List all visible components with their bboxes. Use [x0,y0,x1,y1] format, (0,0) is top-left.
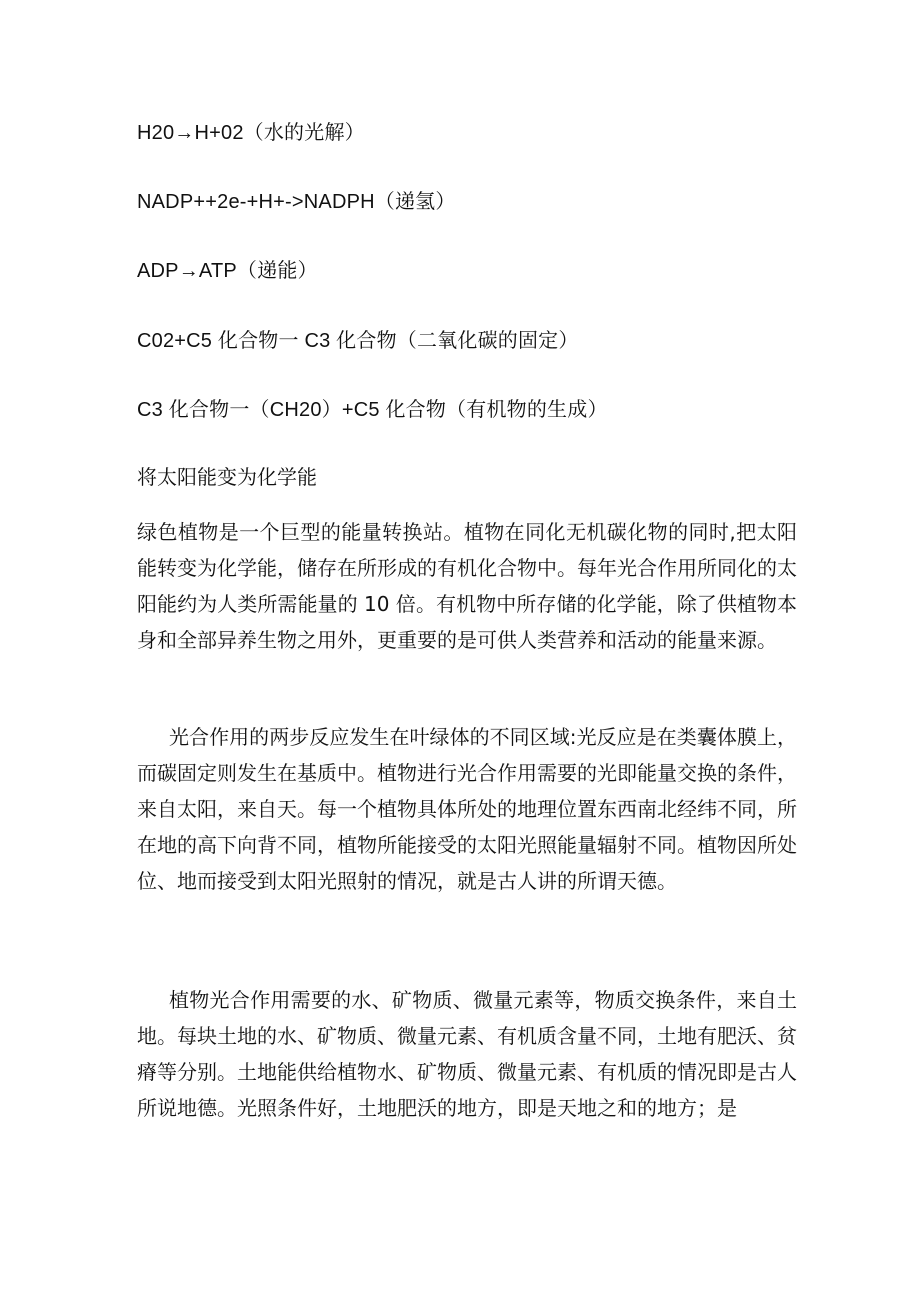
section-heading: 将太阳能变为化学能 [137,465,317,489]
equation-water-photolysis: H20→H+02（水的光解） [137,122,365,144]
paragraph-heaven-virtue: 光合作用的两步反应发生在叶绿体的不同区域:光反应是在类囊体膜上，而碳固定则发生在基质中。植物进行光合作用需要的光即能量交换的条件，来自太阳，来自天。每一个植物具体所处的地理位置东西南北经纬不同，所在地的高下向背不同，植物所能接受的太阳光照能量辐射不同。植物因所处位、地而接受到太阳光照射的情况，就是古人讲的所谓天德。 [137,725,797,893]
equation-hydrogen-transfer: NADP++2e-+H+->NADPH（递氢） [137,191,456,213]
equation-co2-fixation: C02+C5 化合物一 C3 化合物（二氧化碳的固定） [137,330,579,352]
paragraph-energy-conversion: 绿色植物是一个巨型的能量转换站。植物在同化无机碳化物的同时,把太阳能转变为化学能，储存在所形成的有机化合物中。每年光合作用所同化的太阳能约为人类所需能量的 10 倍。有机物中所存储的化学能，除了供植物本身和全部异养生物之用外，更重要的是可供人类营养和活动的能量来源。 [137,520,797,652]
equation-energy-transfer: ADP→ATP（递能） [137,260,318,282]
paragraph-earth-virtue: 植物光合作用需要的水、矿物质、微量元素等，物质交换条件，来自土地。每块土地的水、矿物质、微量元素、有机质含量不同，土地有肥沃、贫瘠等分别。土地能供给植物水、矿物质、微量元素、有机质的情况即是古人所说地德。光照条件好，土地肥沃的地方，即是天地之和的地方；是 [137,988,797,1120]
equation-organic-synthesis: C3 化合物一（CH20）+C5 化合物（有机物的生成） [137,399,608,421]
